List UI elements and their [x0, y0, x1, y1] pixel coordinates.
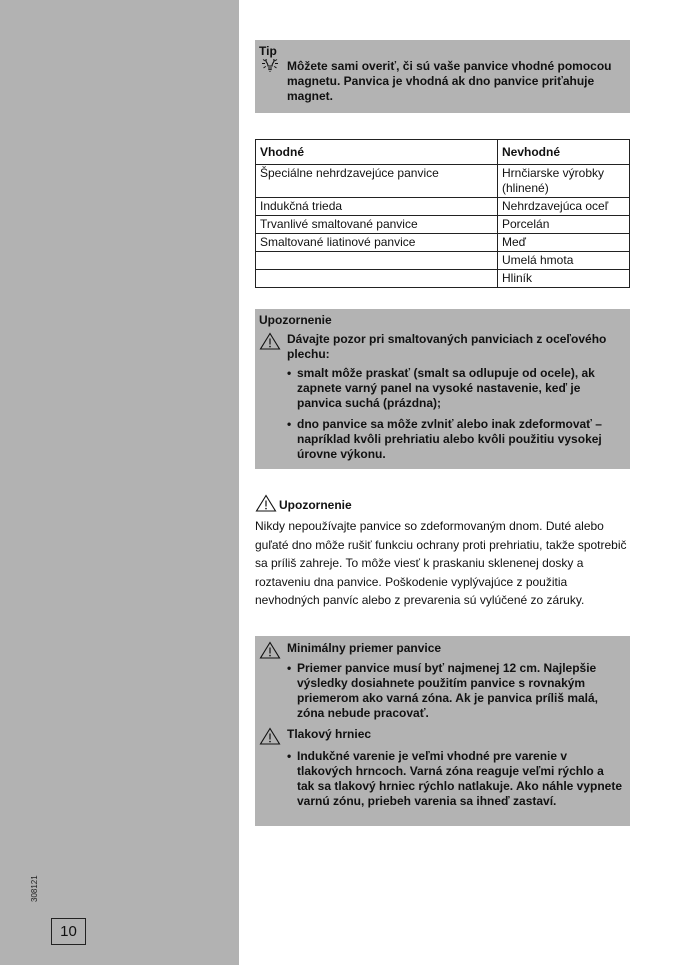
table-cell: Špeciálne nehrdzavejúce panvice [256, 165, 498, 198]
warning-triangle-icon [259, 332, 287, 350]
table-cell: Umelá hmota [498, 252, 630, 270]
deformed-pan-warning [255, 494, 630, 610]
warning-title: Upozornenie [259, 313, 332, 327]
section-bullets [287, 749, 624, 809]
table-row [256, 165, 630, 198]
sidebar [0, 0, 239, 965]
section-title: Minimálny priemer panvice [287, 641, 442, 655]
enamel-warning-box [255, 309, 630, 469]
list-item: • Indukčné varenie je veľmi vhodné pre varenie v tlakových hrncoch. Varná zóna reaguje veľmi rýchlo a tak sa tlakový hrniec rýchlo natlakuje. Ako náhle vypnete varnú zónu, priebeh varenia sa ihneď zastaví. [287, 749, 624, 809]
warning-title: Upozornenie [279, 497, 352, 512]
tip-box [255, 40, 630, 113]
table-header-row [256, 140, 630, 165]
list-item: • Priemer panvice musí byť najmenej 12 cm. Najlepšie výsledky dosiahnete použitím panvice s rovnakým priemerom ako varná zóna. Ak je panvica príliš malá, zóna nebude pracovať. [287, 661, 624, 721]
lightbulb-icon [259, 59, 287, 77]
page-number: 10 [51, 918, 86, 945]
list-item: • smalt môže praskať (smalt sa odlupuje od ocele), ak zapnete varný panel na vysoké nastavenie, keď je panvica suchá (prázdna); [287, 366, 624, 411]
table-cell: Trvanlivé smaltované panvice [256, 216, 498, 234]
document-code: 308121 [30, 875, 39, 902]
tip-text: Môžete sami overiť, či sú vaše panvice vhodné pomocou magnetu. Panvica je vhodná ak dno panvice priťahuje magnet. [287, 59, 612, 103]
list-item: • dno panvice sa môže zvlniť alebo inak zdeformovať – napríklad kvôli prehriatiu alebo kvôli použitiu vysokej úrovne výkonu. [287, 417, 624, 462]
table-cell: Hliník [498, 270, 630, 288]
table-cell: Nehrdzavejúca oceľ [498, 198, 630, 216]
table-cell [256, 252, 498, 270]
table-cell: Porcelán [498, 216, 630, 234]
section-bullets [287, 661, 624, 721]
warning-intro: Dávajte pozor pri smaltovaných panviciach z oceľového plechu: [287, 332, 607, 361]
table-row [256, 216, 630, 234]
table-cell: Hrnčiarske výrobky (hlinené) [498, 165, 630, 198]
warning-triangle-icon [259, 641, 287, 659]
warning-text: Nikdy nepoužívajte panvice so zdeformovaným dnom. Duté alebo guľaté dno môže rušiť funkciu ochrany proti prehriatiu, takže spotrebič sa príliš zahreje. To môže viesť k praskaniu sklenenej dosky a roztaveniu dna panvice. Poškodenie vyplývajúce z použitia nevhodných panvíc alebo z prevarenia sú vylúčené zo záruky. [255, 519, 627, 607]
cookware-table [255, 139, 630, 288]
table-cell: Meď [498, 234, 630, 252]
pan-info-box [255, 636, 630, 826]
header-unsuitable: Nevhodné [498, 140, 630, 165]
table-row [256, 198, 630, 216]
table-cell: Smaltované liatinové panvice [256, 234, 498, 252]
table-cell: Indukčná trieda [256, 198, 498, 216]
warning-bullets [287, 366, 624, 462]
warning-triangle-icon [259, 727, 287, 745]
section-title: Tlakový hrniec [287, 727, 372, 741]
table-row [256, 252, 630, 270]
table-row [256, 234, 630, 252]
warning-triangle-icon [255, 494, 279, 515]
tip-title: Tip [259, 44, 277, 58]
table-cell [256, 270, 498, 288]
header-suitable: Vhodné [256, 140, 498, 165]
table-row [256, 270, 630, 288]
